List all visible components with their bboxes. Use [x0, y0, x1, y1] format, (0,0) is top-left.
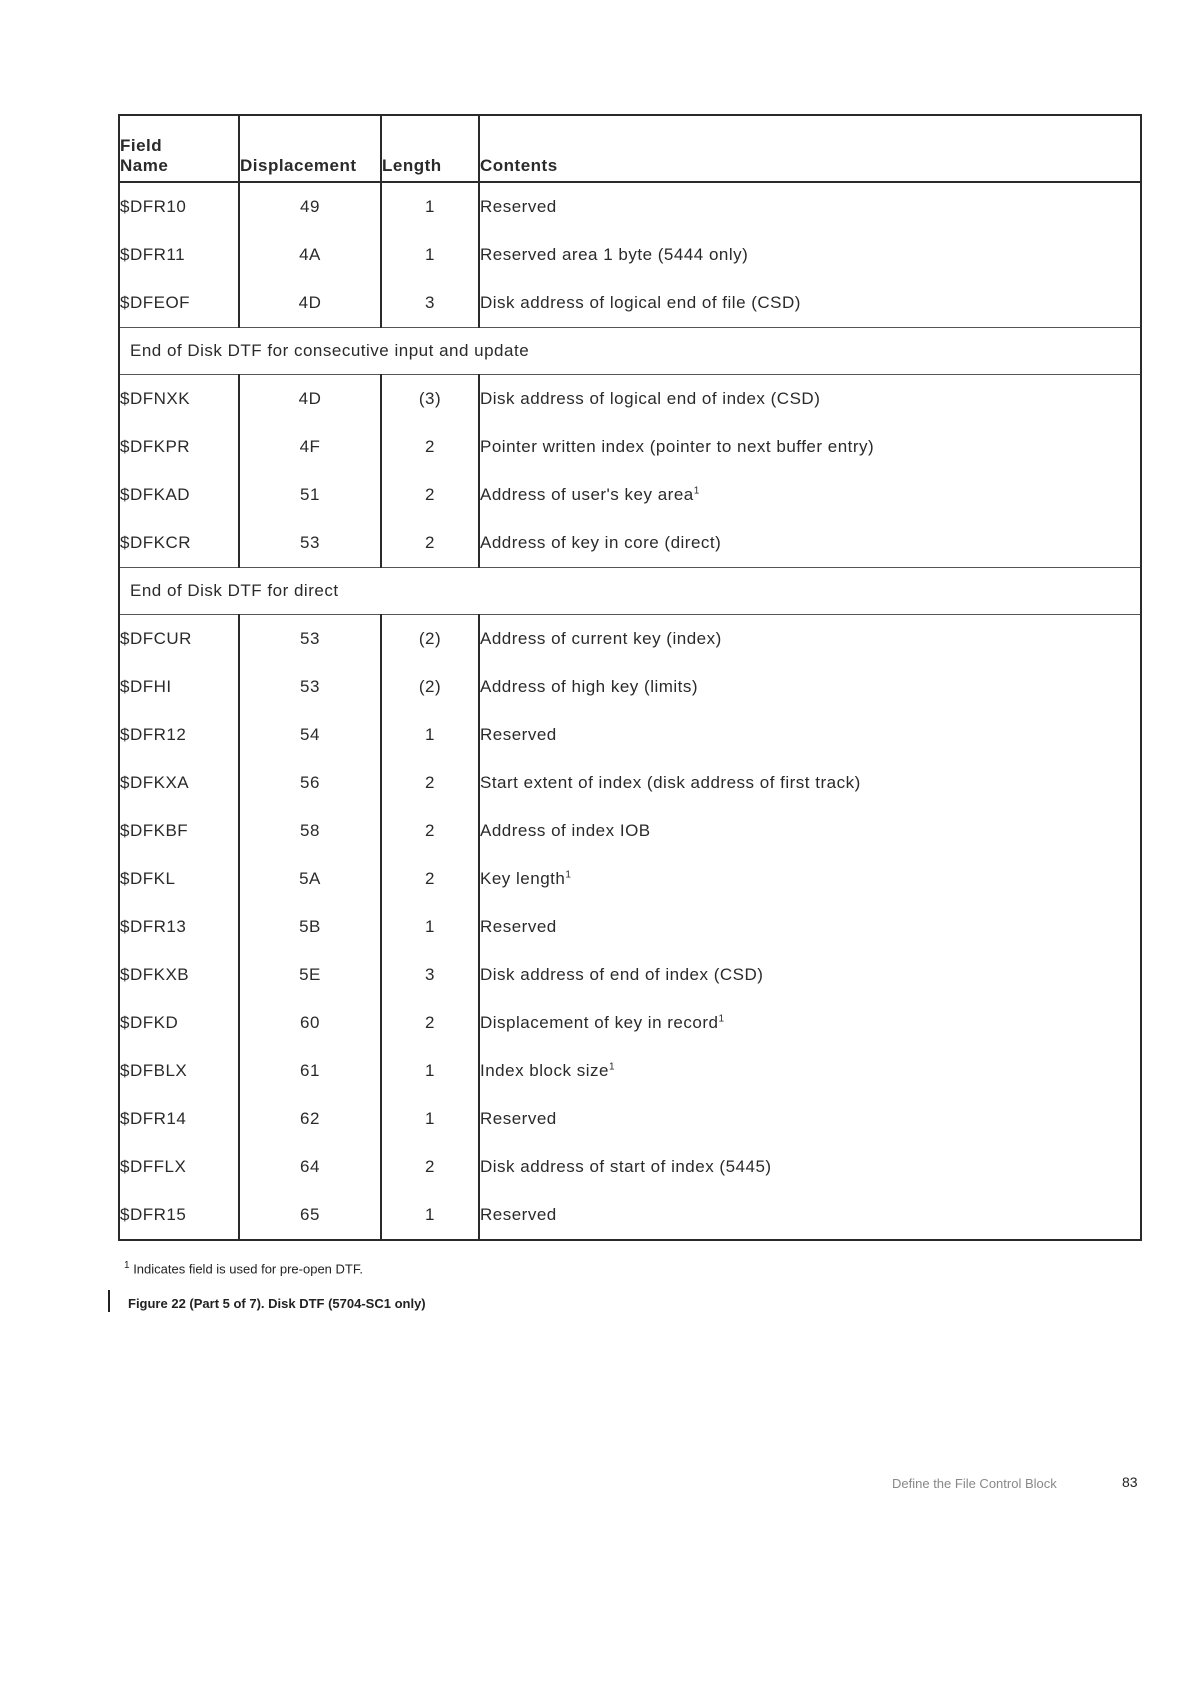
length-cell: 2 — [381, 423, 479, 471]
contents-cell — [479, 951, 1141, 999]
length-cell: 2 — [381, 759, 479, 807]
contents-cell — [479, 423, 1141, 471]
contents-cell — [479, 1047, 1141, 1095]
contents-text: Index block size — [480, 1061, 609, 1080]
field-name-cell: $DFR11 — [119, 231, 239, 279]
section-separator-row — [119, 328, 1141, 375]
displacement-cell: 5E — [239, 951, 381, 999]
field-name-cell: $DFKAD — [119, 471, 239, 519]
footnote-ref: 1 — [718, 1013, 725, 1025]
contents-text: Address of index IOB — [480, 821, 651, 840]
displacement-cell: 53 — [239, 615, 381, 664]
header-displacement: Displacement — [239, 115, 381, 182]
length-cell: 2 — [381, 1143, 479, 1191]
field-name-cell: $DFKBF — [119, 807, 239, 855]
contents-cell — [479, 855, 1141, 903]
displacement-cell: 49 — [239, 182, 381, 231]
table-row — [119, 903, 1141, 951]
contents-cell — [479, 807, 1141, 855]
field-name-cell: $DFCUR — [119, 615, 239, 664]
revision-bar — [108, 1290, 110, 1312]
table-row — [119, 663, 1141, 711]
field-name-cell: $DFR10 — [119, 182, 239, 231]
field-name-cell: $DFR13 — [119, 903, 239, 951]
length-cell: 1 — [381, 711, 479, 759]
field-name-cell: $DFR14 — [119, 1095, 239, 1143]
contents-text: Disk address of logical end of index (CSD) — [480, 389, 821, 408]
table-row — [119, 1095, 1141, 1143]
length-cell: 3 — [381, 279, 479, 328]
field-name-cell: $DFEOF — [119, 279, 239, 328]
contents-text: Reserved — [480, 725, 557, 744]
header-contents: Contents — [479, 115, 1141, 182]
contents-text: Reserved — [480, 197, 557, 216]
contents-cell — [479, 231, 1141, 279]
header-length: Length — [381, 115, 479, 182]
field-name-cell: $DFR12 — [119, 711, 239, 759]
length-cell: 1 — [381, 231, 479, 279]
header-field-name-line2: Name — [120, 156, 169, 175]
length-cell: 1 — [381, 1191, 479, 1240]
table-row — [119, 759, 1141, 807]
disk-dtf-table — [118, 114, 1142, 1241]
length-cell: 1 — [381, 903, 479, 951]
contents-text: Reserved area 1 byte (5444 only) — [480, 245, 749, 264]
contents-text: Disk address of end of index (CSD) — [480, 965, 764, 984]
length-cell: 3 — [381, 951, 479, 999]
field-name-cell: $DFKCR — [119, 519, 239, 568]
contents-text: Key length — [480, 869, 566, 888]
displacement-cell: 4F — [239, 423, 381, 471]
contents-cell — [479, 471, 1141, 519]
footnote-ref: 1 — [608, 1061, 616, 1073]
table-row — [119, 711, 1141, 759]
field-name-cell: $DFHI — [119, 663, 239, 711]
displacement-cell: 54 — [239, 711, 381, 759]
contents-cell — [479, 182, 1141, 231]
contents-cell — [479, 615, 1141, 664]
displacement-cell: 58 — [239, 807, 381, 855]
length-cell: 1 — [381, 182, 479, 231]
contents-text: Start extent of index (disk address of first track) — [480, 773, 861, 792]
contents-text: Reserved — [480, 1109, 557, 1128]
length-cell: 2 — [381, 471, 479, 519]
table-row — [119, 375, 1141, 424]
table-row — [119, 1143, 1141, 1191]
contents-cell — [479, 519, 1141, 568]
field-name-cell: $DFR15 — [119, 1191, 239, 1240]
table-row — [119, 855, 1141, 903]
contents-cell — [479, 663, 1141, 711]
length-cell: (2) — [381, 615, 479, 664]
table-body — [119, 182, 1141, 1240]
length-cell: 2 — [381, 999, 479, 1047]
contents-text: Disk address of logical end of file (CSD) — [480, 293, 801, 312]
table-row — [119, 807, 1141, 855]
length-cell: 1 — [381, 1047, 479, 1095]
table-row — [119, 423, 1141, 471]
displacement-cell: 65 — [239, 1191, 381, 1240]
displacement-cell: 61 — [239, 1047, 381, 1095]
contents-text: Address of key in core (direct) — [480, 533, 722, 552]
field-name-cell: $DFFLX — [119, 1143, 239, 1191]
contents-cell — [479, 903, 1141, 951]
displacement-cell: 5B — [239, 903, 381, 951]
contents-cell — [479, 759, 1141, 807]
length-cell: 2 — [381, 519, 479, 568]
field-name-cell: $DFBLX — [119, 1047, 239, 1095]
displacement-cell: 4D — [239, 279, 381, 328]
footnote-ref: 1 — [693, 485, 700, 497]
length-cell: 2 — [381, 855, 479, 903]
displacement-cell: 60 — [239, 999, 381, 1047]
length-cell: 2 — [381, 807, 479, 855]
table-row — [119, 1191, 1141, 1240]
displacement-cell: 51 — [239, 471, 381, 519]
contents-cell — [479, 279, 1141, 328]
table-row — [119, 999, 1141, 1047]
contents-text: Reserved — [480, 1205, 557, 1224]
contents-cell — [479, 711, 1141, 759]
field-name-cell: $DFKXA — [119, 759, 239, 807]
footnote-marker: 1 — [124, 1260, 130, 1271]
field-name-cell: $DFKPR — [119, 423, 239, 471]
running-title: Define the File Control Block — [892, 1476, 1057, 1491]
displacement-cell: 53 — [239, 519, 381, 568]
section-separator-text: End of Disk DTF for direct — [119, 568, 1141, 615]
contents-text: Displacement of key in record — [480, 1013, 719, 1032]
table-row — [119, 231, 1141, 279]
contents-text: Reserved — [480, 917, 557, 936]
figure-caption: Figure 22 (Part 5 of 7). Disk DTF (5704-SC1 only) — [128, 1296, 426, 1311]
table-row — [119, 1047, 1141, 1095]
field-name-cell: $DFKD — [119, 999, 239, 1047]
contents-text: Pointer written index (pointer to next buffer entry) — [480, 437, 875, 456]
footnote-text: Indicates field is used for pre-open DTF. — [133, 1261, 363, 1277]
displacement-cell: 64 — [239, 1143, 381, 1191]
displacement-cell: 56 — [239, 759, 381, 807]
contents-cell — [479, 1191, 1141, 1240]
table-row — [119, 471, 1141, 519]
table-row — [119, 279, 1141, 328]
table-row — [119, 951, 1141, 999]
section-separator-row — [119, 568, 1141, 615]
header-field-name-line1: Field — [120, 136, 163, 155]
contents-text: Address of current key (index) — [480, 629, 722, 648]
table-row — [119, 182, 1141, 231]
footnote — [124, 1260, 363, 1276]
table-header-row — [119, 115, 1141, 182]
section-separator-text: End of Disk DTF for consecutive input and update — [119, 328, 1141, 375]
table-row — [119, 519, 1141, 568]
contents-cell — [479, 375, 1141, 424]
field-name-cell: $DFNXK — [119, 375, 239, 424]
displacement-cell: 62 — [239, 1095, 381, 1143]
displacement-cell: 4D — [239, 375, 381, 424]
table-row — [119, 615, 1141, 664]
contents-cell — [479, 999, 1141, 1047]
field-name-cell: $DFKXB — [119, 951, 239, 999]
field-name-cell: $DFKL — [119, 855, 239, 903]
length-cell: (3) — [381, 375, 479, 424]
contents-cell — [479, 1095, 1141, 1143]
contents-text: Disk address of start of index (5445) — [480, 1157, 772, 1176]
displacement-cell: 5A — [239, 855, 381, 903]
header-field-name — [119, 115, 239, 182]
footnote-ref: 1 — [565, 869, 572, 881]
length-cell: 1 — [381, 1095, 479, 1143]
page-number: 83 — [1122, 1474, 1138, 1490]
length-cell: (2) — [381, 663, 479, 711]
displacement-cell: 4A — [239, 231, 381, 279]
contents-text: Address of high key (limits) — [480, 677, 699, 696]
contents-text: Address of user's key area — [480, 485, 694, 504]
displacement-cell: 53 — [239, 663, 381, 711]
contents-cell — [479, 1143, 1141, 1191]
